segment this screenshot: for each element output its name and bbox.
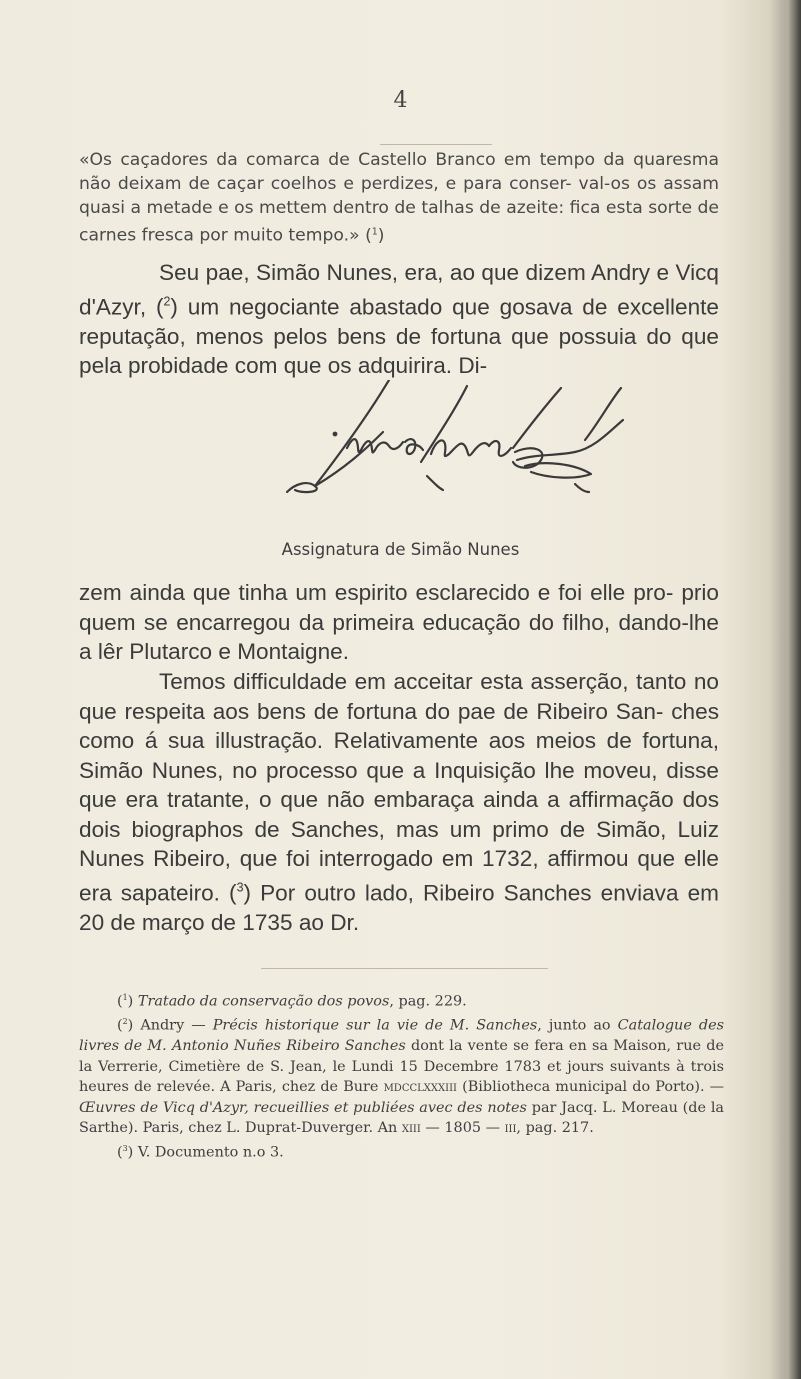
paragraph-1-text-b: um negociante abastado que gosava de excellente reputação, menos pelos bens de fortuna que possuia do que pela probidade com que os adquirira. Di- [79,294,719,379]
paragraph-3-text-b: Por outro lado, Ribeiro Sanches enviava em 20 de março de 1735 ao Dr. [79,880,719,935]
page-number: 4 [393,88,408,113]
quoted-paragraph [79,148,719,248]
note-ref-3: ($^3$) [229,880,252,906]
page-edge-shadow [779,0,801,1379]
footnote-2: ($^2$) Andry — Précis historique sur la vie de M. Sanches, junto ao Catalogue des livres de M. Antonio Nuñes Ribeiro Sanches dont la vente se fera en sa Maison, rue de la Verrerie, Cimetière de S. Jean, le Lundi 15 Decembre 1783 et jours suivants à trois heures de relevée. A Paris, chez de Bure mdcclxxxiii (Bibliotheca municipal do Porto). — Œuvres de Vicq d'Azyr, recueillies et publiées avec des notes par Jacq. L. Moreau (de la Sarthe). Paris, chez L. Duprat-Duverger. An xiii — 1805 — iii, pag. 217. [79,1017,725,1137]
quote-text: «Os caçadores da comarca de Castello Branco em tempo da quaresma não deixam de caçar coelhos e perdizes, e para conser- val-os os assam quasi a metade e os mettem dentro de talhas de azeite: fica esta sorte de carnes fresca por muito tempo.» [79,150,719,246]
signature-image [285,380,625,495]
footnotes [79,988,724,1163]
signature-caption: Assignatura de Simão Nunes [281,540,520,559]
note-ref-2: ($^2$) [155,294,178,320]
paragraph-3-text-a: Temos difficuldade em acceitar esta asserção, tanto no que respeita aos bens de fortuna do pae de Ribeiro San- ches como á sua illustração. Relativamente aos meios de fortuna, Simão Nunes, no processo que a Inquisição lhe moveu, disse que era tratante, o que não embaraça ainda a affirmação dos dois biographos de Sanches, mas um primo de Simão, Luiz Nunes Ribeiro, que foi interrogado em 1732, affirmou que elle era sapateiro. [79,669,719,906]
header-rule [380,144,492,145]
paragraph-1-text-a: Seu pae, Simão Nunes, era, ao que dizem Andry e Vicq d'Azyr, [79,260,719,320]
footnote-1-title: Tratado da conservação dos povos [137,993,390,1010]
paragraph-1 [79,258,719,381]
paragraph-2: zem ainda que tinha um espirito esclarecido e foi elle pro- prio quem se encarregou da primeira educação do filho, dando-lhe a lêr Plutarco e Montaigne. [79,580,719,664]
footnote-3: ($^3$) V. Documento n.o 3. [117,1143,284,1161]
note-ref-1: ($^1$) [365,225,385,246]
footnote-1: ($^1$) Tratado da conservação dos povos, pag. 229. [117,993,467,1010]
paragraph-3 [79,667,719,937]
footnote-rule [261,968,548,969]
